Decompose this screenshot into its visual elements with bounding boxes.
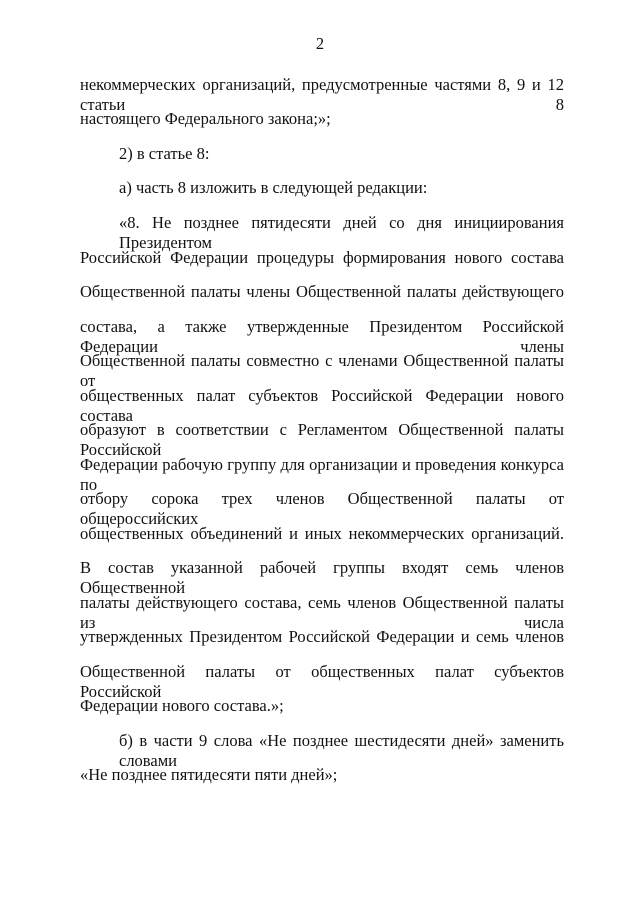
text-line: состава, а также утвержденные Президентом Российской Федерации члены bbox=[80, 317, 564, 356]
text-line: В состав указанной рабочей группы входят семь членов Общественной bbox=[80, 558, 564, 597]
list-item-2: 2) в статье 8: bbox=[119, 144, 210, 163]
list-item-b: б) в части 9 слова «Не позднее шестидесяти дней» заменить словами bbox=[119, 731, 564, 770]
text-line: отбору сорока трех членов Общественной палаты от общероссийских bbox=[80, 489, 564, 528]
list-item-a: а) часть 8 изложить в следующей редакции: bbox=[119, 178, 428, 197]
text-line: Российской Федерации процедуры формирования нового состава bbox=[80, 248, 564, 267]
text-line: палаты действующего состава, семь членов Общественной палаты из числа bbox=[80, 593, 564, 632]
text-line: образуют в соответствии с Регламентом Общественной палаты Российской bbox=[80, 420, 564, 459]
text-line: Федерации нового состава.»; bbox=[80, 696, 284, 715]
text-line: «Не позднее пятидесяти пяти дней»; bbox=[80, 765, 338, 784]
text-line: настоящего Федерального закона;»; bbox=[80, 109, 331, 128]
text-line: Общественной палаты от общественных палат субъектов Российской bbox=[80, 662, 564, 701]
text-line: общественных палат субъектов Российской Федерации нового состава bbox=[80, 386, 564, 425]
text-line: некоммерческих организаций, предусмотренные частями 8, 9 и 12 статьи 8 bbox=[80, 75, 564, 114]
text-line: общественных объединений и иных некоммерческих организаций. bbox=[80, 524, 564, 543]
text-line: Федерации рабочую группу для организации и проведения конкурса по bbox=[80, 455, 564, 494]
text-line: Общественной палаты совместно с членами Общественной палаты от bbox=[80, 351, 564, 390]
page-number: 2 bbox=[315, 34, 325, 53]
quoted-paragraph-start: «8. Не позднее пятидесяти дней со дня инициирования Президентом bbox=[119, 213, 564, 252]
text-line: Общественной палаты члены Общественной палаты действующего bbox=[80, 282, 564, 301]
text-line: утвержденных Президентом Российской Федерации и семь членов bbox=[80, 627, 564, 646]
